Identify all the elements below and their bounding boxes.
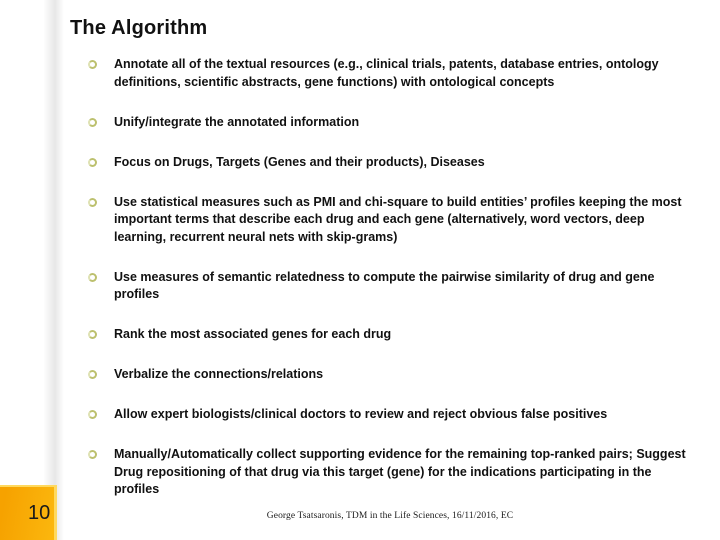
bullet-text: Allow expert biologists/clinical doctors to review and reject obvious false positives: [114, 407, 608, 421]
bullet-icon: [88, 450, 97, 459]
bullet-icon: [88, 158, 97, 167]
bullet-text: Use measures of semantic relatedness to compute the pairwise similarity of drug and gene profiles: [114, 269, 655, 301]
bullet-text: Use statistical measures such as PMI and chi-square to build entities’ profiles keeping the most important terms that describe each drug and each gene (alternatively, word vectors, deep learning, recurrent neural nets with skip-grams): [114, 194, 682, 244]
list-item: [88, 56, 688, 91]
bullet-icon: [88, 60, 97, 69]
bullet-icon: [88, 410, 97, 419]
bullet-list: [88, 56, 688, 521]
left-accent-bar: [44, 0, 64, 540]
bullet-text: Annotate all of the textual resources (e.g., clinical trials, patents, database entries, ontology definitions, scientific abstracts, gene functions) with ontological concepts: [114, 57, 659, 89]
list-item: [88, 194, 688, 247]
list-item: [88, 366, 688, 384]
list-item: [88, 269, 688, 304]
bullet-icon: [88, 330, 97, 339]
bullet-text: Focus on Drugs, Targets (Genes and their products), Diseases: [114, 154, 485, 169]
bullet-icon: [88, 198, 97, 207]
page-number: 10: [28, 502, 51, 524]
list-item: [88, 326, 688, 344]
bullet-text: Unify/integrate the annotated information: [114, 114, 360, 129]
bullet-icon: [88, 370, 97, 379]
bullet-text: Manually/Automatically collect supporting evidence for the remaining top-ranked pairs; Suggest Drug repositioning of that drug via this target (gene) for the indications participating in the profiles: [114, 447, 686, 496]
list-item: [88, 446, 688, 499]
list-item: [88, 114, 688, 132]
list-item: [88, 154, 688, 172]
footer-citation: George Tsatsaronis, TDM in the Life Sciences, 16/11/2016, EC: [266, 511, 514, 521]
slide-title: The Algorithm: [70, 17, 208, 39]
page-number-box: [0, 485, 57, 540]
bullet-icon: [88, 273, 97, 282]
bullet-text: Verbalize the connections/relations: [114, 367, 324, 381]
bullet-icon: [88, 118, 97, 127]
list-item: [88, 406, 688, 424]
bullet-text: Rank the most associated genes for each drug: [114, 327, 392, 341]
